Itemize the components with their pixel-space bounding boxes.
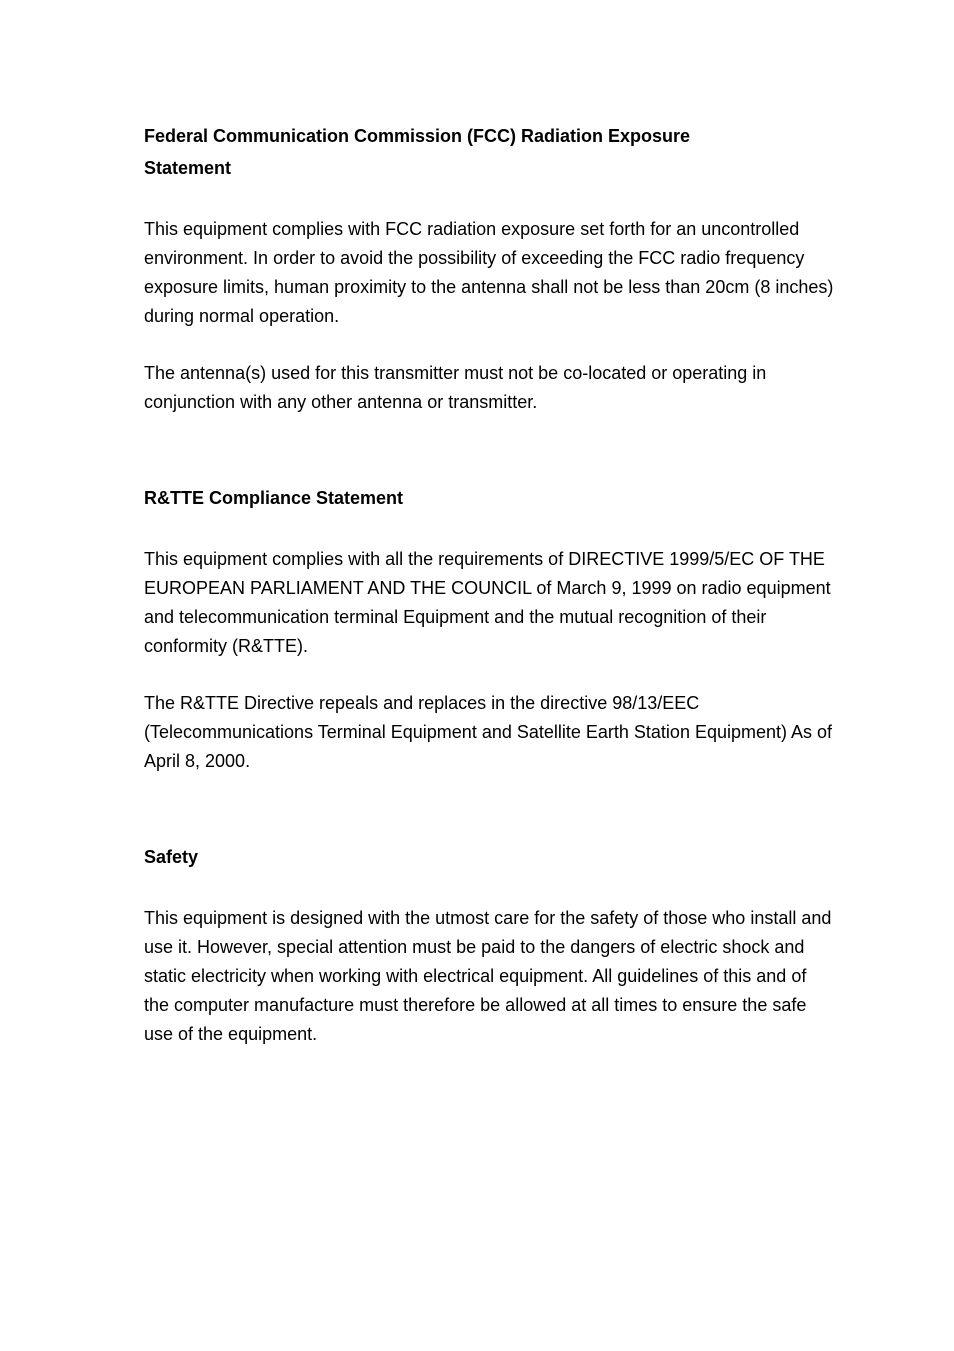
safety-heading: Safety [144,847,199,867]
fcc-paragraph-antenna: The antenna(s) used for this transmitter must not be co-located or operating in conjunction with any other antenna or transmitter. [144,363,767,412]
fcc-heading-line2: Statement [144,158,232,178]
rtte-paragraph-repeal: The R&TTE Directive repeals and replaces in the directive 98/13/EEC (Telecommunications Terminal Equipment and Satellite Earth Station Equipment) As of April 8, 2000. [144,693,833,771]
rtte-section-heading [144,482,834,514]
safety-section-heading [144,841,834,873]
rtte-heading: R&TTE Compliance Statement [144,488,404,508]
fcc-heading-line1: Federal Communication Commission (FCC) Radiation Exposure [144,126,691,146]
fcc-paragraph-exposure: This equipment complies with FCC radiation exposure set forth for an uncontrolled environment. In order to avoid the possibility of exceeding the FCC radio frequency exposure limits, human proximity to the antenna shall not be less than 20cm (8 inches) during normal operation. [144,219,834,326]
fcc-section-heading [144,120,834,184]
safety-paragraph: This equipment is designed with the utmost care for the safety of those who install and use it. However, special attention must be paid to the dangers of electric shock and static electricity when working with electrical equipment. All guidelines of this and of the computer manufacture must therefore be allowed at all times to ensure the safe use of the equipment. [144,908,832,1044]
rtte-paragraph-directive: This equipment complies with all the requirements of DIRECTIVE 1999/5/EC OF THE EUROPEAN PARLIAMENT AND THE COUNCIL of March 9, 1999 on radio equipment and telecommunication terminal Equipment and the mutual recognition of their conformity (R&TTE). [144,549,831,656]
